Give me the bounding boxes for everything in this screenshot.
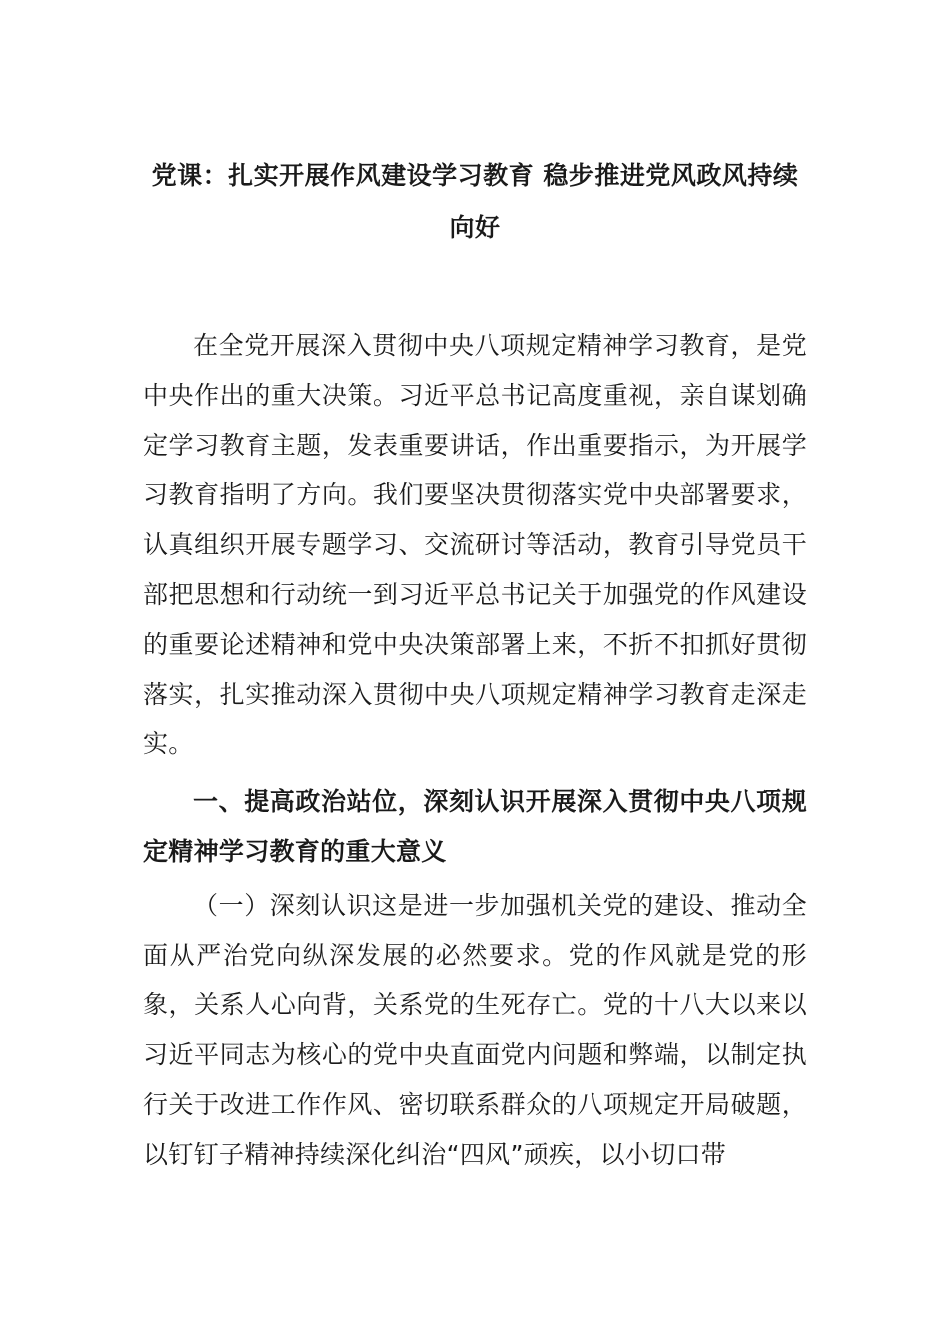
intro-paragraph: 在全党开展深入贯彻中央八项规定精神学习教育，是党中央作出的重大决策。习近平总书记高度重视，亲自谋划确定学习教育主题，发表重要讲话，作出重要指示，为开展学习教育指明了方向。我们要坚决贯彻落实党中央部署要求，认真组织开展专题学习、交流研讨等活动，教育引导党员干部把思想和行动统一到习近平总书记关于加强党的作风建设的重要论述精神和党中央决策部署上来，不折不扣抓好贯彻落实，扎实推动深入贯彻中央八项规定精神学习教育走深走实。 bbox=[143, 331, 807, 759]
section-heading-1: 一、提高政治站位，深刻认识开展深入贯彻中央八项规定精神学习教育的重大意义 bbox=[143, 787, 807, 866]
document-title: 党课：扎实开展作风建设学习教育 稳步推进党风政风持续向好 bbox=[151, 161, 799, 242]
document-body bbox=[143, 321, 807, 1180]
subsection-paragraph-1: （一）深刻认识这是进一步加强机关党的建设、推动全面从严治党向纵深发展的必然要求。党的作风就是党的形象，关系人心向背，关系党的生死存亡。党的十八大以来以习近平同志为核心的党中央直面党内问题和弊端，以制定执行关于改进工作作风、密切联系群众的八项规定开局破题，以钉钉子精神持续深化纠治“四风”顽疾，以小切口带 bbox=[143, 890, 807, 1169]
